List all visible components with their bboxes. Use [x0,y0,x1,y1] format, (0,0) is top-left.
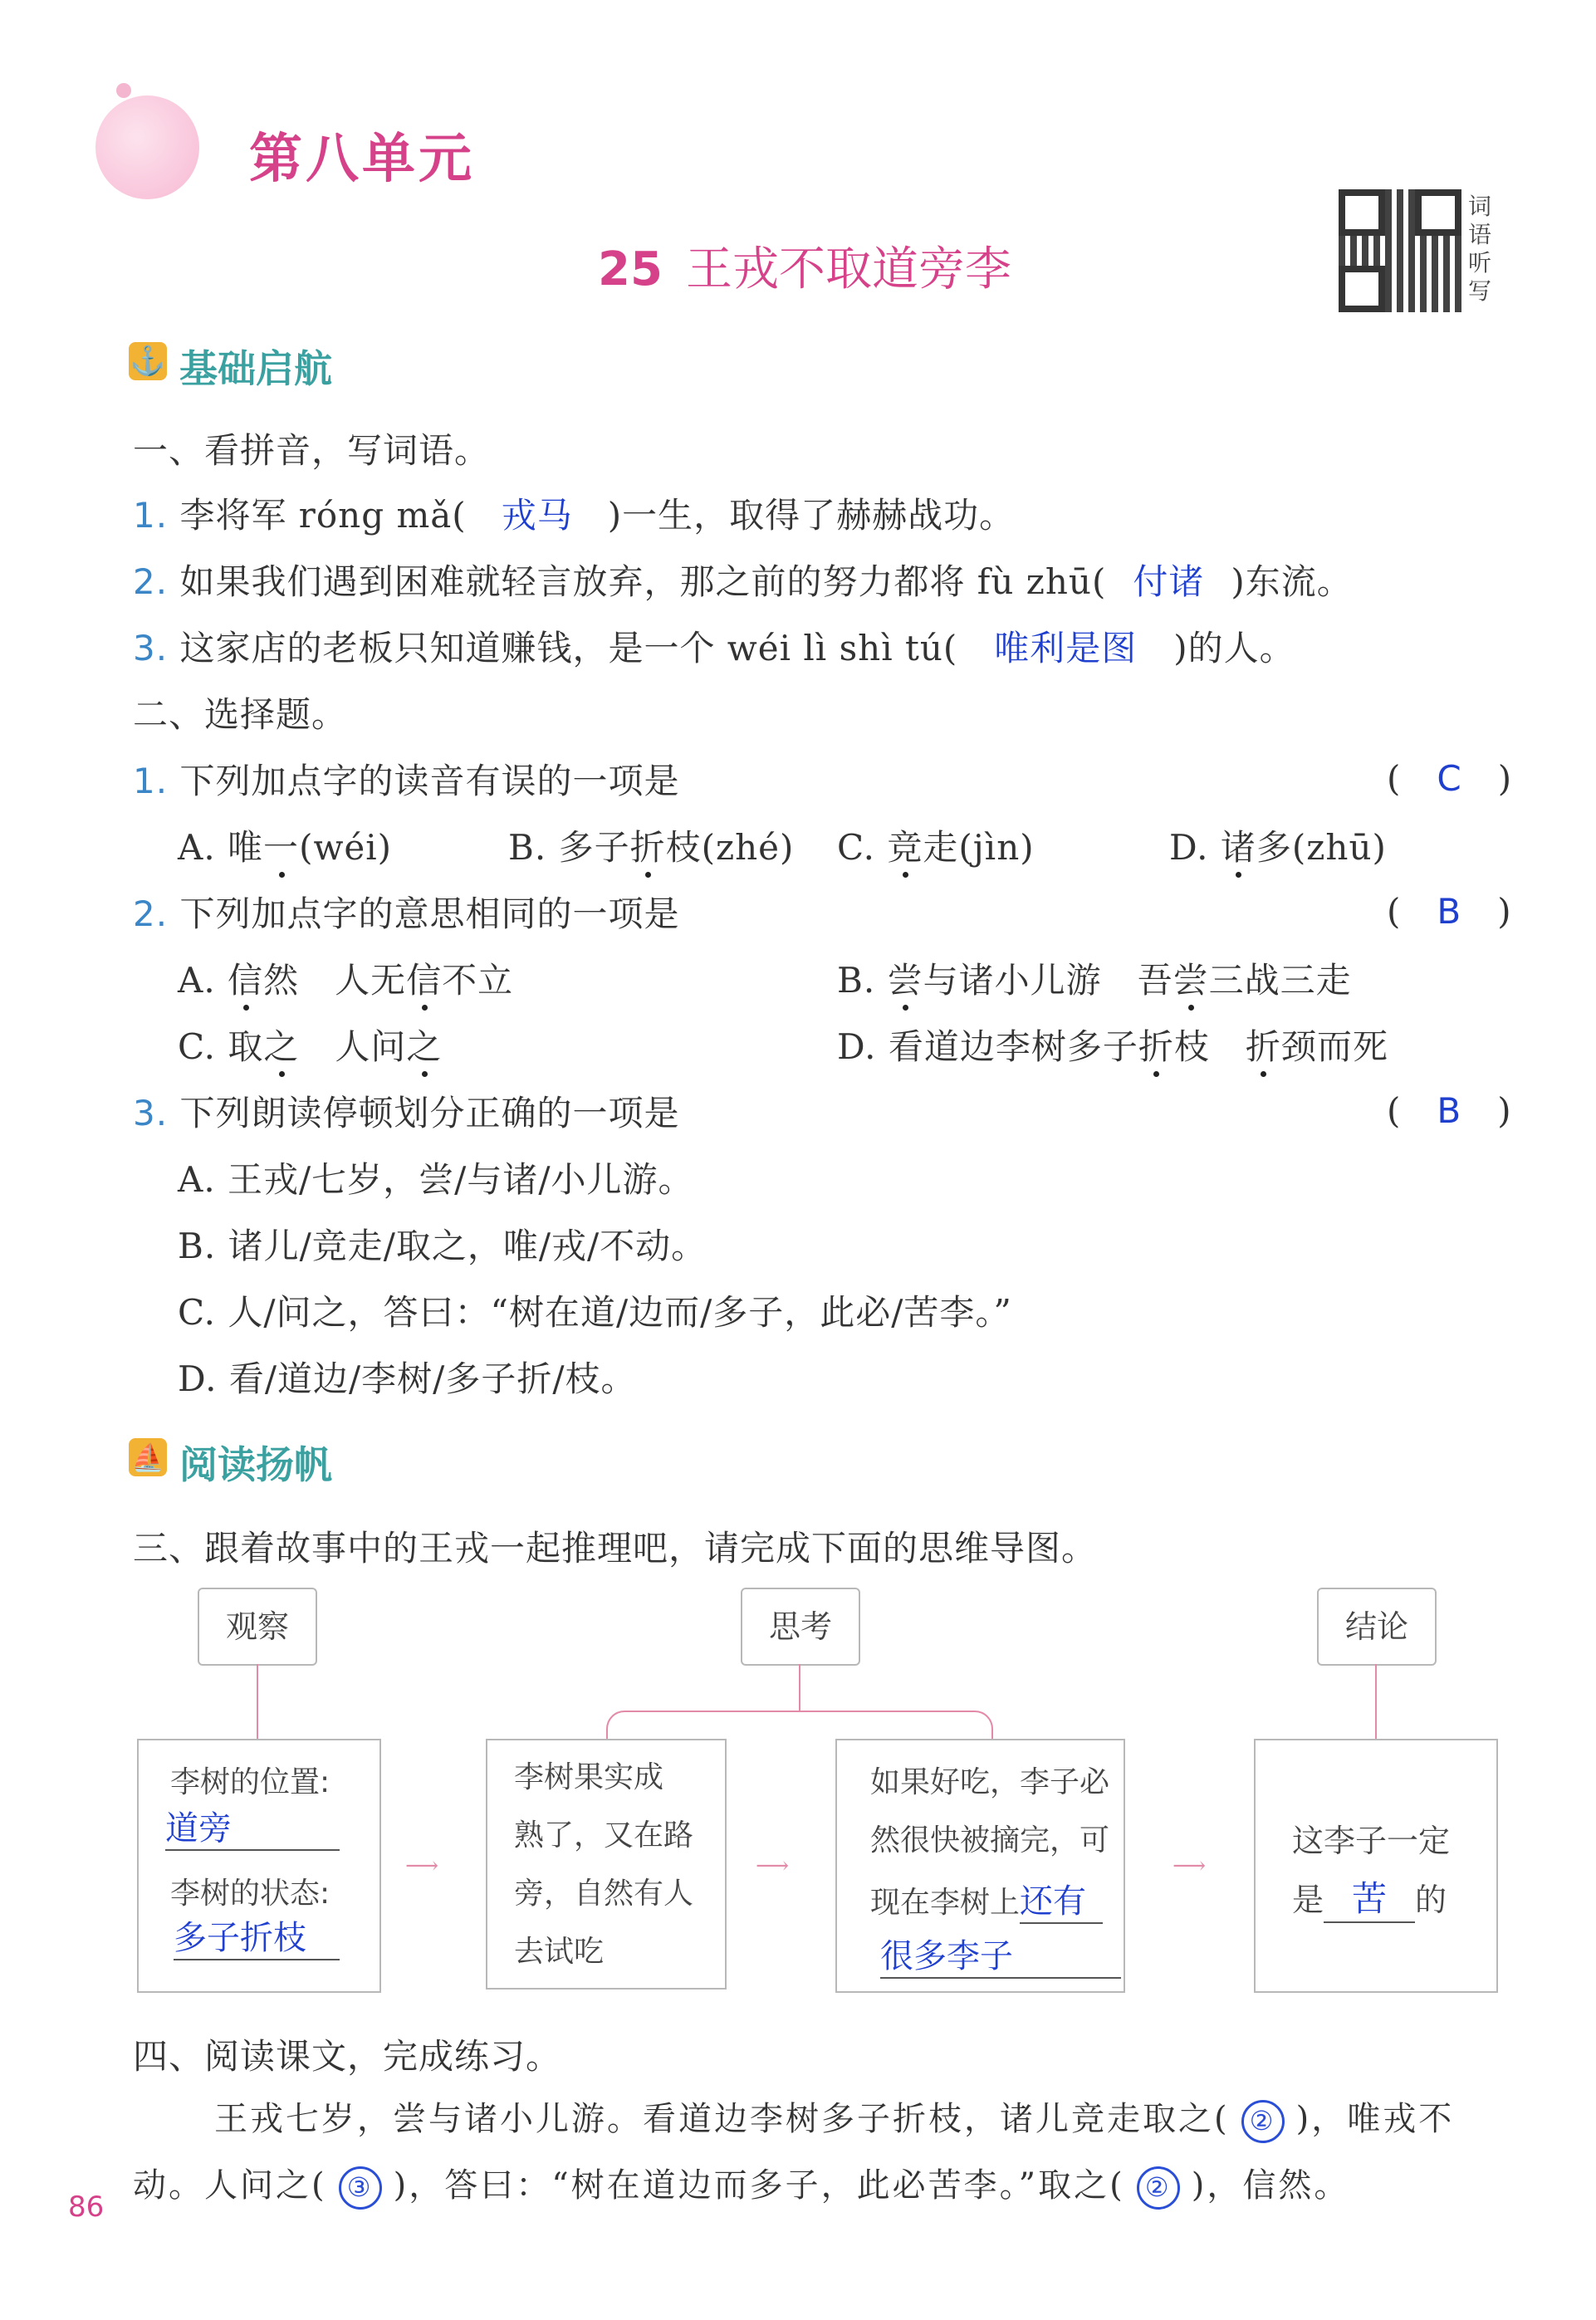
q2-item-2-opt-b: B. 尝与诸小儿游 吾尝三战三走 [837,960,1352,1001]
mindmap-box-think-1: 李树果实成 熟了，又在路 旁，自然有人 去试吃 [486,1739,727,1990]
answer-circle[interactable]: ② [1137,2166,1180,2210]
section-title-basics: 基础启航 [179,346,332,391]
q2-item-2-opt-c: C. 取之 人问之 [178,1026,443,1067]
q2-item-3-opt-c: C. 人/问之，答曰：“树在道/边而/多子，此必/苦李。” [178,1292,1012,1333]
decorative-bubble [95,95,199,199]
q2-item-3-opt-d: D. 看/道边/李树/多子折/枝。 [178,1358,637,1399]
lesson-title: 王戎不取道旁李 [685,242,1011,296]
arrow-right-icon: ⟶ [405,1852,439,1879]
answer-blank[interactable]: 唯利是图 [994,628,1138,668]
q1-heading: 一、看拼音，写词语。 [133,430,491,471]
q1-item-1: 1. 李将军 róng mǎ( 戎马 )一生，取得了赫赫战功。 [133,488,1015,538]
q2-item-1-opt-a: A. 唯一(wéi) [178,827,393,868]
q2-item-1-answer[interactable]: ( C ) [1387,758,1513,799]
q2-item-3-opt-b: B. 诸儿/竞走/取之，唯/戎/不动。 [178,1226,707,1266]
mindmap-box-conclusion: 这李子一定 是 苦 的 [1254,1739,1498,1993]
lesson-number: 25 [598,242,663,296]
q2-item-1-stem: 1. 下列加点字的读音有误的一项是 [133,761,680,801]
arrow-right-icon: ⟶ [1173,1852,1207,1879]
anchor-icon: ⚓ [129,342,167,380]
answer-circle[interactable]: ② [1241,2100,1285,2143]
lesson-title-row [598,232,1011,299]
qr-code[interactable] [1339,189,1461,312]
sail-icon: ⛵ [129,1438,167,1476]
unit-title: 第八单元 [249,128,475,190]
mindmap-head-conclusion: 结论 [1317,1588,1437,1666]
answer-blank[interactable]: 付诸 [1133,561,1205,602]
q2-item-3-opt-a: A. 王戎/七岁，尝/与诸/小儿游。 [178,1159,694,1200]
q2-item-1-opt-b: B. 多子折枝(zhé) [508,827,795,868]
mindmap-head-observe: 观察 [198,1588,317,1666]
q2-item-2-stem: 2. 下列加点字的意思相同的一项是 [133,893,680,934]
q2-item-3-answer[interactable]: ( B ) [1387,1090,1512,1131]
answer-blank[interactable]: 戎马 [501,495,573,536]
mindmap-head-think: 思考 [741,1588,860,1666]
q2-item-2-opt-d: D. 看道边李树多子折枝 折颈而死 [837,1026,1388,1067]
q2-item-2-answer[interactable]: ( B ) [1387,891,1512,932]
decorative-dot [116,83,131,98]
page-number: 86 [68,2190,105,2224]
connector [257,1664,258,1739]
mindmap-box-observe: 李树的位置: 道旁 李树的状态: 多子折枝 [137,1739,381,1993]
q4-passage-line-2: 动。人问之( ③ )，答曰：“树在道边而多子，此必苦李。”取之( ② )，信然。 [133,2159,1349,2210]
q2-item-3-stem: 3. 下列朗读停顿划分正确的一项是 [133,1093,680,1133]
mindmap-box-think-2: 如果好吃，李子必 然很快被摘完，可 现在李树上还有 很多李子 [835,1739,1125,1993]
q3-heading: 三、跟着故事中的王戎一起推理吧，请完成下面的思维导图。 [133,1528,1098,1569]
connector [1375,1664,1377,1739]
qr-label: 词 语 听 写 [1468,193,1492,305]
q2-item-1-opt-d: D. 诸多(zhū) [1169,827,1387,868]
q1-item-3: 3. 这家店的老板只知道赚钱，是一个 wéi lì shì tú( 唯利是图 )的人。 [133,621,1295,671]
arrow-right-icon: ⟶ [756,1852,790,1879]
q4-passage-line-1: 王戎七岁，尝与诸小儿游。看道边李树多子折枝，诸儿竞走取之( ② )，唯戎不 [214,2092,1454,2143]
q2-heading: 二、选择题。 [133,694,348,735]
answer-circle[interactable]: ③ [339,2166,382,2210]
connector [799,1664,800,1711]
connector [606,1711,993,1739]
section-title-reading: 阅读扬帆 [179,1442,332,1487]
q2-item-2-opt-a: A. 信然 人无信不立 [178,960,514,1001]
q1-item-2: 2. 如果我们遇到困难就轻言放弃，那之前的努力都将 fù zhū( 付诸 )东流。 [133,555,1353,604]
q4-heading: 四、阅读课文，完成练习。 [133,2036,562,2077]
q2-item-1-opt-c: C. 竞走(jìn) [837,827,1035,868]
